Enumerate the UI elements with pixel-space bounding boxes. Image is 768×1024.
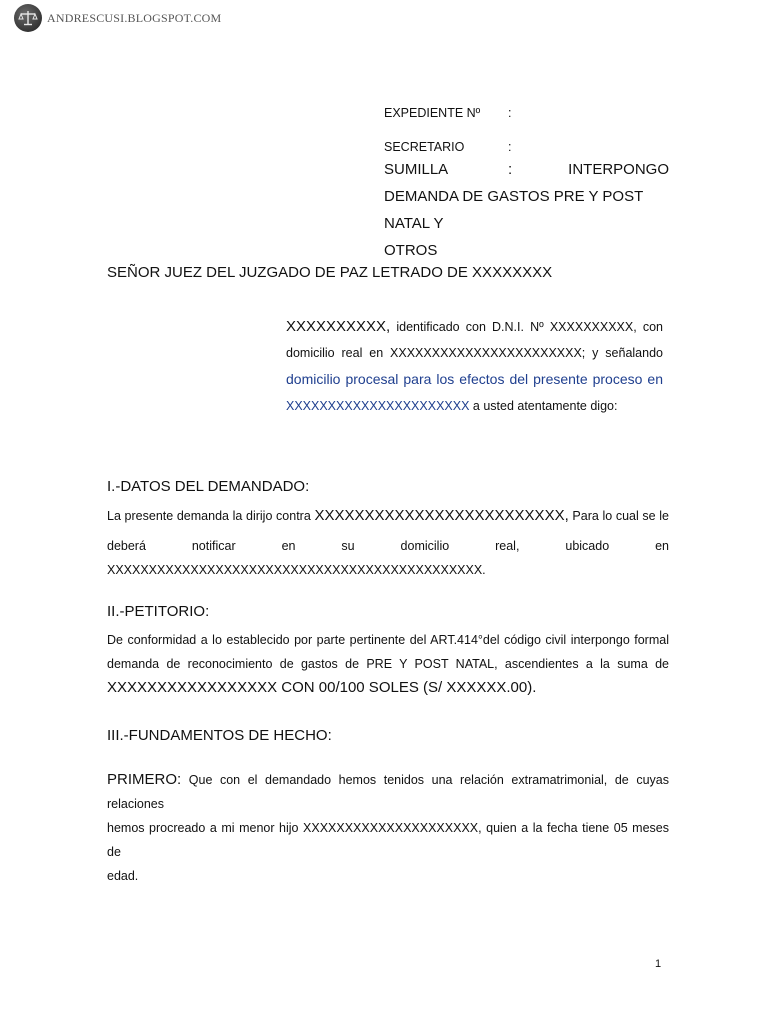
section-2-line-1: De conformidad a lo establecido por parte pertinente del ART.414°del código civil interpongo formal bbox=[107, 633, 669, 647]
watermark-text: ANDRESCUSI.BLOGSPOT.COM bbox=[47, 10, 222, 25]
section-1-paragraph bbox=[107, 504, 669, 582]
secretario-field bbox=[384, 140, 511, 154]
domicilio-procesal-label: domicilio procesal para bbox=[286, 371, 432, 387]
sumilla-line-2: DEMANDA DE GASTOS PRE Y POST NATAL Y bbox=[384, 188, 643, 232]
sumilla-line-3: OTROS bbox=[384, 242, 438, 259]
sumilla-label: SUMILLA bbox=[384, 161, 449, 178]
page-number: 1 bbox=[655, 958, 662, 970]
intro-line-2: domicilio real en XXXXXXXXXXXXXXXXXXXXXXX; y señalando bbox=[286, 346, 663, 360]
section-2-paragraph bbox=[107, 628, 669, 700]
sumilla-first-word: INTERPONGO bbox=[568, 161, 669, 178]
section-3-line-1: Que con el demandado hemos tenidos una relación extramatrimonial, de cuyas relaciones bbox=[107, 773, 669, 811]
section-3-paragraph bbox=[107, 768, 669, 888]
sumilla-row bbox=[384, 156, 669, 183]
expediente-label: EXPEDIENTE Nº bbox=[384, 106, 481, 120]
scales-of-justice-icon bbox=[14, 4, 42, 32]
secretario-label: SECRETARIO bbox=[384, 140, 465, 154]
section-1-title: I.-DATOS DEL DEMANDADO: bbox=[107, 478, 310, 495]
section-3-title: III.-FUNDAMENTOS DE HECHO: bbox=[107, 727, 332, 744]
intro-line-4: a usted atentamente digo: bbox=[469, 399, 618, 413]
section-1-line-1b: Para lo cual se le bbox=[568, 509, 669, 523]
plaintiff-name: XXXXXXXXXX, bbox=[286, 318, 391, 335]
section-2-title: II.-PETITORIO: bbox=[107, 603, 210, 620]
section-2-line-2: demanda de reconocimiento de gastos de PRE Y POST NATAL, ascendientes a la suma de bbox=[107, 657, 669, 671]
expediente-field bbox=[384, 106, 511, 120]
section-3-line-2: hemos procreado a mi menor hijo XXXXXXXXXXXXXXXXXXXXX, quien a la fecha tiene 05 meses de bbox=[107, 821, 669, 859]
watermark bbox=[14, 4, 221, 32]
section-2-line-3: CON 00/100 SOLES (S/ XXXXXX.00). bbox=[277, 679, 537, 696]
section-1-line-3: XXXXXXXXXXXXXXXXXXXXXXXXXXXXXXXXXXXXXXXXXXXXX. bbox=[107, 563, 486, 577]
defendant-name: XXXXXXXXXXXXXXXXXXXXXXXXX, bbox=[314, 507, 569, 524]
amount-placeholder: XXXXXXXXXXXXXXXXX bbox=[107, 679, 278, 696]
intro-paragraph bbox=[286, 314, 663, 419]
primero-label: PRIMERO: bbox=[107, 771, 182, 788]
expediente-colon: : bbox=[508, 106, 512, 120]
intro-line-3: los efectos del presente proceso en bbox=[431, 371, 663, 387]
intro-line-1: identificado con D.N.I. Nº XXXXXXXXXX, con bbox=[390, 320, 663, 334]
procesal-address: XXXXXXXXXXXXXXXXXXXXXX bbox=[286, 399, 470, 413]
sumilla-colon: : bbox=[508, 161, 513, 178]
sumilla-block bbox=[384, 156, 669, 264]
section-1-line-2: deberá notificar en su domicilio real, ubicado en bbox=[107, 539, 669, 553]
addressee-heading: SEÑOR JUEZ DEL JUZGADO DE PAZ LETRADO DE XXXXXXXX bbox=[107, 264, 553, 281]
section-3-line-3: edad. bbox=[107, 869, 139, 883]
section-1-line-1a: La presente demanda la dirijo contra bbox=[107, 509, 315, 523]
secretario-colon: : bbox=[508, 140, 512, 154]
